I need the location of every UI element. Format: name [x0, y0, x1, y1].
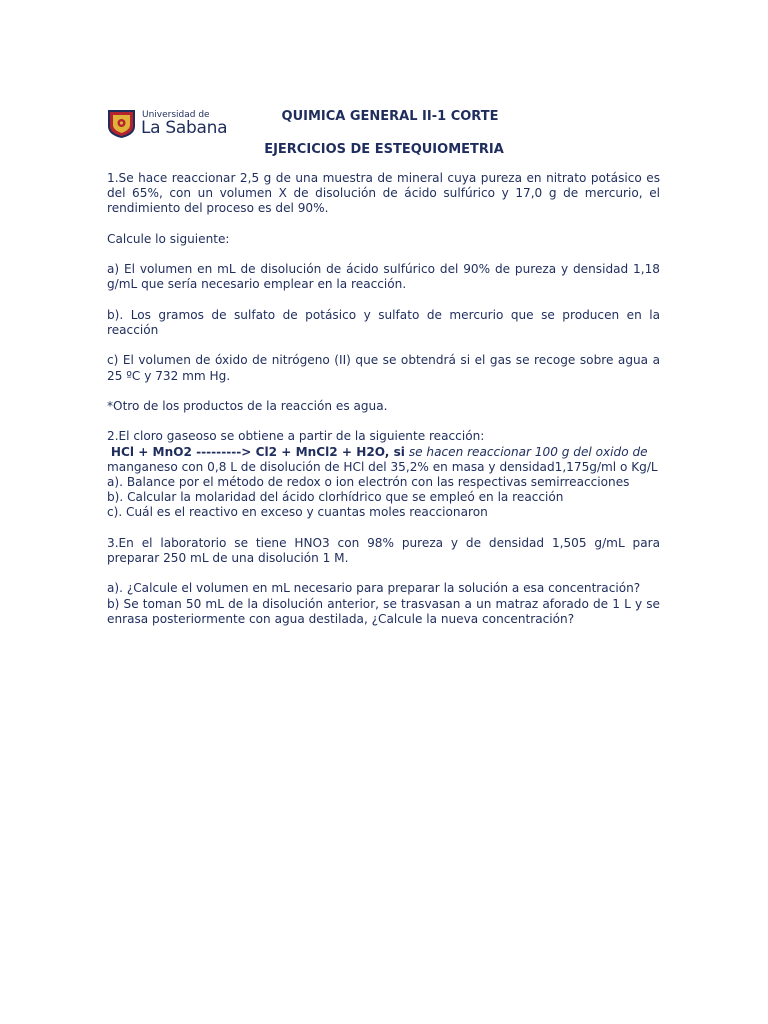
exercise-1-c: c) El volumen de óxido de nitrógeno (II) que se obtendrá si el gas se recoge sobre agua a 25 ºC y 732 mm Hg. — [107, 353, 660, 383]
exercise-2-b: b). Calcular la molaridad del ácido clorhídrico que se empleó en la reacción — [107, 490, 564, 505]
exercise-2-a: a). Balance por el método de redox o ion electrón con las respectivas semirreacciones — [107, 474, 630, 489]
document-subtitle: EJERCICIOS DE ESTEQUIOMETRIA — [264, 142, 504, 157]
exercise-3-intro: 3.En el laboratorio se tiene HNO3 con 98% pureza y de densidad 1,505 g/mL para preparar 250 mL de una disolución 1 M. — [107, 535, 660, 565]
exercise-3-b: b) Se toman 50 mL de la disolución anterior, se trasvasan a un matraz aforado de 1 L y se enrasa posteriormente con agua destilada, ¿Calcule la nueva concentración? — [107, 596, 660, 626]
exercise-2-cont: manganeso con 0,8 L de disolución de HCl del 35,2% en masa y densidad1,175g/ml o Kg/L — [107, 459, 658, 474]
exercise-1-intro: 1.Se hace reaccionar 2,5 g de una muestra de mineral cuya pureza en nitrato potásico es del 65%, con un volumen X de disolución de ácido sulfúrico y 17,0 g de mercurio, el rendimiento del proceso es del 90%. — [107, 171, 660, 216]
exercise-2-reaction — [107, 445, 660, 475]
exercise-1-a: a) El volumen en mL de disolución de ácido sulfúrico del 90% de pureza y densidad 1,18 g/mL que sería necesario emplear en la reacción. — [107, 262, 660, 292]
exercise-2-equation: HCl + MnO2 ---------> Cl2 + MnCl2 + H2O, si — [110, 444, 405, 459]
document-title: QUIMICA GENERAL II-1 CORTE — [281, 109, 499, 124]
document-body — [107, 171, 660, 627]
exercise-1-calc: Calcule lo siguiente: — [107, 231, 230, 246]
logo-big-text: La Sabana — [141, 118, 228, 138]
logo-small-text: Universidad de — [142, 110, 210, 120]
exercise-1-note: *Otro de los productos de la reacción es agua. — [107, 398, 388, 413]
exercise-2-intro: 2.El cloro gaseoso se obtiene a partir de la siguiente reacción: — [107, 429, 485, 444]
exercise-3-a: a). ¿Calcule el volumen en mL necesario para preparar la solución a esa concentración? — [107, 581, 641, 596]
exercise-1-b: b). Los gramos de sulfato de potásico y sulfato de mercurio que se producen en la reacción — [107, 307, 660, 337]
exercise-2-c: c). Cuál es el reactivo en exceso y cuantas moles reaccionaron — [107, 505, 488, 520]
exercise-2-italic: se hacen reaccionar 100 g del oxido de — [408, 444, 648, 459]
